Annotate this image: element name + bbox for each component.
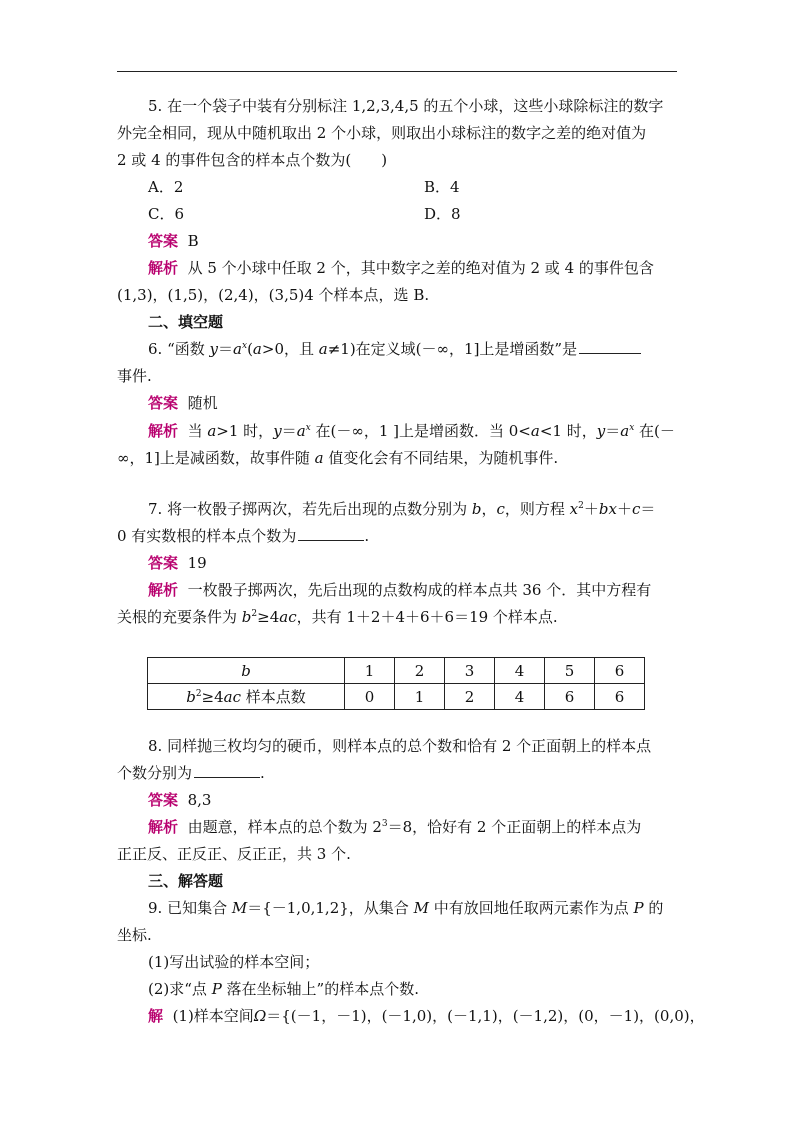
q5-stem-line3: 2 或 4 的事件包含的样本点个数为( ) <box>117 151 388 169</box>
analysis-label: 解析 <box>148 259 179 277</box>
q6-answer <box>148 393 218 413</box>
q9-stem-line2: 坐标. <box>117 926 152 944</box>
q7-analysis-line2: 关根的充要条件为 $b^2\ge 4ac$，共有 1＋2＋4＋6＋6＝19 个样本点. <box>117 608 558 626</box>
q7-answer-value: 19 <box>187 554 207 572</box>
section-solve: 三、解答题 <box>148 872 224 890</box>
table-cell: 6 <box>595 684 645 710</box>
answer-label: 答案 <box>148 394 179 412</box>
q5-option-row2 <box>148 204 461 224</box>
q5-stem-line1: 5. 在一个袋子中装有分别标注 1,2,3,4,5 的五个小球，这些小球除标注的数字 <box>148 97 664 115</box>
table-cell: 3 <box>445 658 495 684</box>
section-fill-blank: 二、填空题 <box>148 313 224 331</box>
answer-label: 答案 <box>148 232 179 250</box>
q6-analysis-line2: ∞，1]上是减函数，故事件随 a 值变化会有不同结果，为随机事件. <box>117 449 559 467</box>
table-row <box>148 684 645 710</box>
q5-stem-line2: 外完全相同，现从中随机取出 2 个小球，则取出小球标注的数字之差的绝对值为 <box>117 124 647 142</box>
analysis-label: 解析 <box>148 818 179 836</box>
table-cell: 1 <box>345 658 395 684</box>
q5-analysis-text: 从 5 个小球中任取 2 个，其中数字之差的绝对值为 2 或 4 的事件包含 <box>187 259 654 277</box>
q8-answer-blank <box>194 764 260 778</box>
q5-option-b: B．4 <box>424 178 460 196</box>
q8-stem-line1: 8. 同样抛三枚均匀的硬币，则样本点的总个数和恰有 2 个正面朝上的样本点 <box>148 737 652 755</box>
q7-answer-blank <box>298 527 364 541</box>
q5-option-a: A．2 <box>148 178 184 196</box>
q6-stem-line1: 6. “函数 $y=a^x(a>0$，且 a≠1)在定义域(－∞，1]上是增函数”是 <box>148 339 641 359</box>
q8-stem-line2: 个数分别为 . <box>117 764 265 782</box>
q8-analysis-line2: 正正反、正反正、反正正，共 3 个. <box>117 845 351 863</box>
table-cell: 4 <box>495 658 545 684</box>
header-rule <box>117 71 677 72</box>
q7-answer <box>148 553 207 573</box>
q6-analysis-line1: 解析 当 a>1 时，$y=a^x$ 在(－∞，1 ]上是增函数．当 0<a<1 时，$y=a^x$ 在(－ <box>148 422 675 440</box>
q8-answer-value: 8,3 <box>187 791 212 809</box>
q9-solution-line1: 解 (1)样本空间Ω＝{(－1，－1)，(－1,0)，(－1,1)，(－1,2)，(0，－1)，(0,0)， <box>148 1007 705 1025</box>
q7-sample-table <box>147 657 645 710</box>
q7-analysis-line1 <box>148 580 651 600</box>
table-cell: 0 <box>345 684 395 710</box>
q7-stem-line1: 7. 将一枚骰子掷两次，若先后出现的点数分别为 b，c，则方程 $x^2+bx+c=$ <box>148 500 656 518</box>
q8-answer <box>148 790 211 810</box>
table-header-cell: $b^2\ge 4ac$ 样本点数 <box>148 684 345 710</box>
table-header-cell: b <box>148 658 345 684</box>
q5-option-c: C．6 <box>148 205 185 223</box>
q9-part2: (2)求“点 P 落在坐标轴上”的样本点个数. <box>148 980 419 998</box>
table-cell: 2 <box>445 684 495 710</box>
solution-label: 解 <box>148 1007 164 1025</box>
q9-part1: (1)写出试验的样本空间； <box>148 953 320 971</box>
table-cell: 6 <box>595 658 645 684</box>
table-cell: 1 <box>395 684 445 710</box>
q6-answer-value: 随机 <box>187 394 218 412</box>
table-row <box>148 658 645 684</box>
q5-option-d: D．8 <box>424 205 461 223</box>
q8-analysis-line1: 解析 由题意，样本点的总个数为 $2^3=8$，恰好有 2 个正面朝上的样本点为 <box>148 818 642 836</box>
table-cell: 2 <box>395 658 445 684</box>
table-cell: 6 <box>545 684 595 710</box>
analysis-label: 解析 <box>148 581 179 599</box>
q6-stem-line2: 事件. <box>117 367 152 385</box>
q5-analysis-line2: (1,3)，(1,5)，(2,4)，(3,5)4 个样本点，选 B. <box>117 286 430 304</box>
answer-label: 答案 <box>148 554 179 572</box>
q5-answer <box>148 231 199 251</box>
q7-stem-line2: 0 有实数根的样本点个数为 . <box>117 527 370 545</box>
q5-analysis-line1 <box>148 258 654 278</box>
answer-label: 答案 <box>148 791 179 809</box>
q6-answer-blank <box>579 340 641 354</box>
q7-analysis-text: 一枚骰子掷两次，先后出现的点数构成的样本点共 36 个．其中方程有 <box>187 581 652 599</box>
q9-stem-line1: 9. 已知集合 M＝{－1,0,1,2}，从集合 M 中有放回地任取两元素作为点 P 的 <box>148 899 664 917</box>
q5-option-row1 <box>148 177 460 197</box>
analysis-label: 解析 <box>148 422 179 440</box>
q5-answer-value: B <box>187 232 199 250</box>
table-cell: 5 <box>545 658 595 684</box>
table-cell: 4 <box>495 684 545 710</box>
